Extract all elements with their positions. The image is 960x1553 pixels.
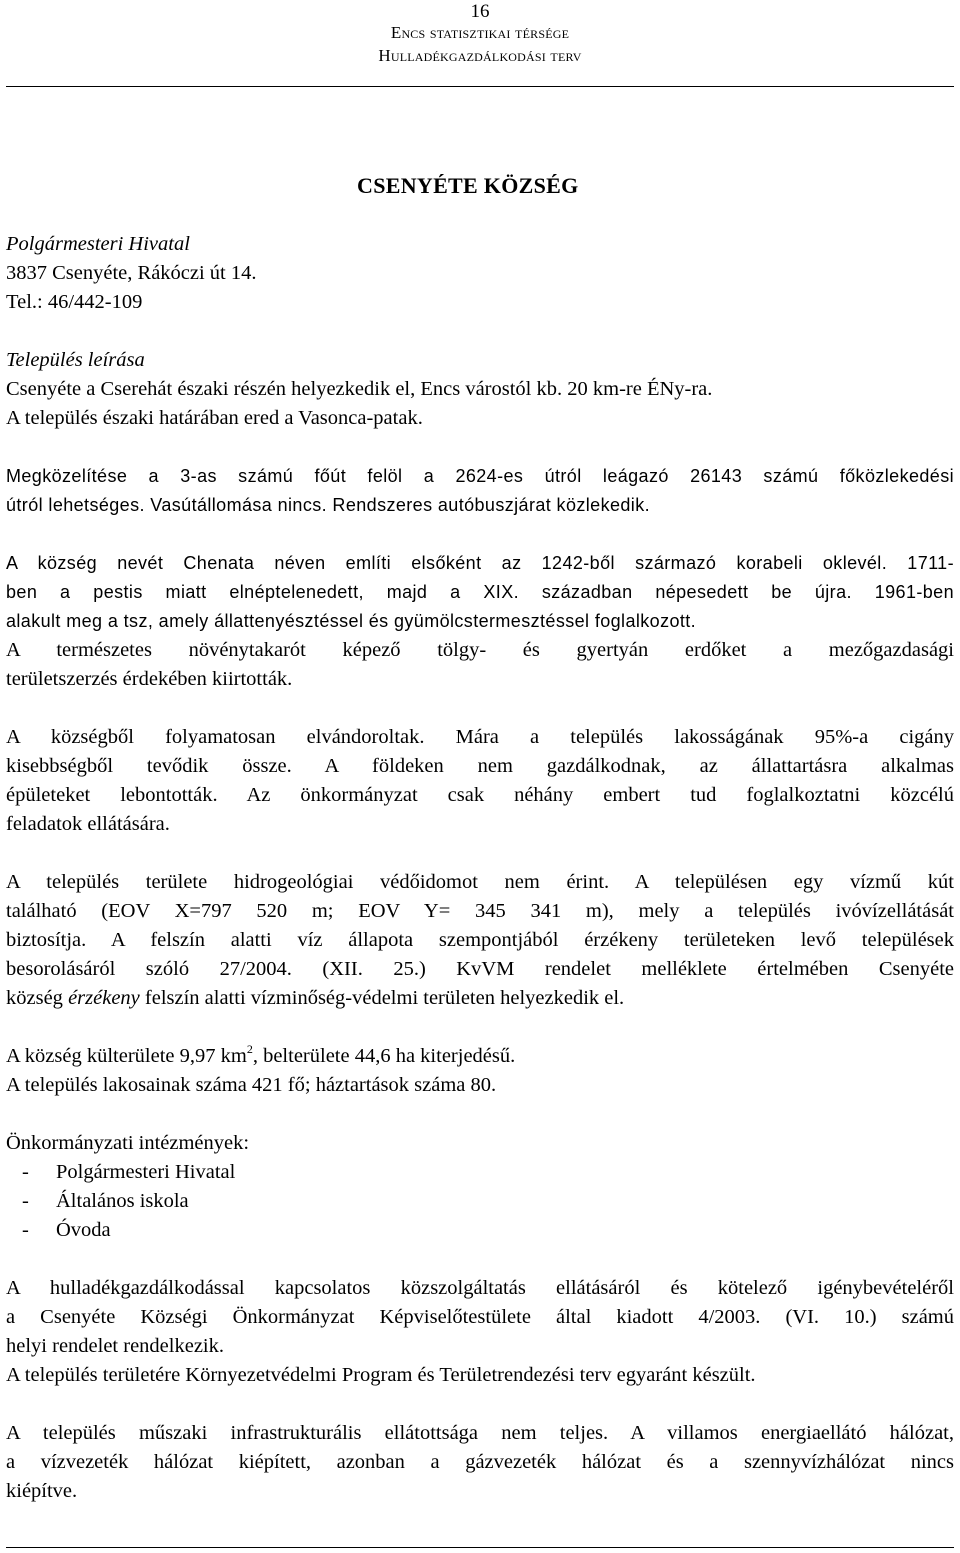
paragraph-line: A természetes növénytakarót képező tölgy- és gyertyán erdőket a mezőgazdasági xyxy=(6,639,954,661)
population-line: A település lakosainak száma 421 fő; háztartások száma 80. xyxy=(6,1074,497,1096)
area-line xyxy=(6,1042,954,1071)
paragraph-line: alakult meg a tsz, amely állattenyésztéssel és gyümölcstermesztéssel foglalkozott. xyxy=(6,611,697,631)
paragraph-line: A település műszaki infrastrukturális ellátottsága nem teljes. A villamos energiaellátó hálózat, xyxy=(6,1422,954,1444)
description-heading: Település leírása xyxy=(6,349,145,371)
paragraph-line: területszerzés érdekében kiirtották. xyxy=(6,668,293,690)
list-item xyxy=(6,1158,954,1187)
paragraph-line: Csenyéte a Cserehát északi részén helyezkedik el, Encs várostól kb. 20 km-re ÉNy-ra. xyxy=(6,378,713,400)
header-rule xyxy=(6,86,954,87)
text-run: A község külterülete 9,97 km xyxy=(6,1045,247,1067)
paragraph-line: található (EOV X=797 520 m; EOV Y= 345 341 m), mely a település ivóvízellátását xyxy=(6,900,954,922)
paragraph-line: besorolásáról szóló 27/2004. (XII. 25.) KvVM rendelet melléklete értelmében Csenyéte xyxy=(6,958,954,980)
list-item xyxy=(6,1187,954,1216)
paragraph-line: Megközelítése a 3-as számú főút felöl a 2624-es útról leágazó 26143 számú főközlekedési xyxy=(6,466,954,486)
paragraph-line: biztosítja. A felszín alatti víz állapota szempontjából érzékeny területeken levő települések xyxy=(6,929,954,951)
page-number: 16 xyxy=(470,1,490,22)
paragraph-line: útról lehetséges. Vasútállomása nincs. Rendszeres autóbuszjárat közlekedik. xyxy=(6,495,650,515)
text-run: felszín alatti vízminőség-védelmi területen helyezkedik el. xyxy=(139,987,625,1009)
emphasis-text: érzékeny xyxy=(68,987,140,1009)
list-item-label: Általános iskola xyxy=(56,1190,189,1212)
paragraph-line: a Csenyéte Községi Önkormányzat Képviselőtestülete által kiadott 4/2003. (VI. 10.) számú xyxy=(6,1306,954,1328)
paragraph-line xyxy=(6,984,954,1013)
header-line-1: Encs statisztikai térsége xyxy=(390,23,570,42)
paragraph-line: A község nevét Chenata néven említi elsőként az 1242-ből származó korabeli oklevél. 1711- xyxy=(6,553,954,573)
contact-phone: Tel.: 46/442-109 xyxy=(6,291,143,313)
text-run: , belterülete 44,6 ha kiterjedésű. xyxy=(252,1045,516,1067)
list-item-label: Polgármesteri Hivatal xyxy=(56,1161,236,1183)
list-item-label: Óvoda xyxy=(56,1219,111,1241)
paragraph-line: A település északi határában ered a Vasonca-patak. xyxy=(6,407,423,429)
paragraph-line: A községből folyamatosan elvándoroltak. Mára a település lakosságának 95%-a cigány xyxy=(6,726,954,748)
list-dash: - xyxy=(22,1161,29,1183)
paragraph-line: épületeket lebontották. Az önkormányzat csak néhány embert tud foglalkoztatni közcélú xyxy=(6,784,954,806)
document-body xyxy=(6,230,954,1506)
paragraph-line: ben a pestis miatt elnéptelenedett, majd a XIX. században népesedett be újra. 1961-ben xyxy=(6,582,954,602)
list-dash: - xyxy=(22,1219,29,1241)
list-item xyxy=(6,1216,954,1245)
page-title: CSENYÉTE KÖZSÉG xyxy=(357,173,579,198)
paragraph-line: helyi rendelet rendelkezik. xyxy=(6,1335,224,1357)
paragraph-line: kiépítve. xyxy=(6,1480,78,1502)
contact-address: 3837 Csenyéte, Rákóczi út 14. xyxy=(6,262,257,284)
paragraph-line: A település területére Környezetvédelmi Program és Területrendezési terv egyaránt készült. xyxy=(6,1364,756,1386)
text-run: község xyxy=(6,987,69,1009)
paragraph-line: A hulladékgazdálkodással kapcsolatos közszolgáltatás ellátásáról és kötelező igénybevételéről xyxy=(6,1277,954,1299)
paragraph-line: kisebbségből tevődik össze. A földeken nem gazdálkodnak, az állattartásra alkalmas xyxy=(6,755,954,777)
paragraph-line: a vízvezeték hálózat kiépített, azonban a gázvezeték hálózat és a szennyvízhálózat nincs xyxy=(6,1451,954,1473)
header-line-2: Hulladékgazdálkodási terv xyxy=(378,46,582,65)
institutions-heading: Önkormányzati intézmények: xyxy=(6,1132,250,1154)
list-dash: - xyxy=(22,1190,29,1212)
footer-rule xyxy=(6,1547,954,1548)
paragraph-line: feladatok ellátására. xyxy=(6,813,170,835)
superscript: 2 xyxy=(246,1042,253,1056)
contact-office: Polgármesteri Hivatal xyxy=(6,233,190,255)
paragraph-line: A település területe hidrogeológiai védőidomot nem érint. A településen egy vízmű kút xyxy=(6,871,954,893)
